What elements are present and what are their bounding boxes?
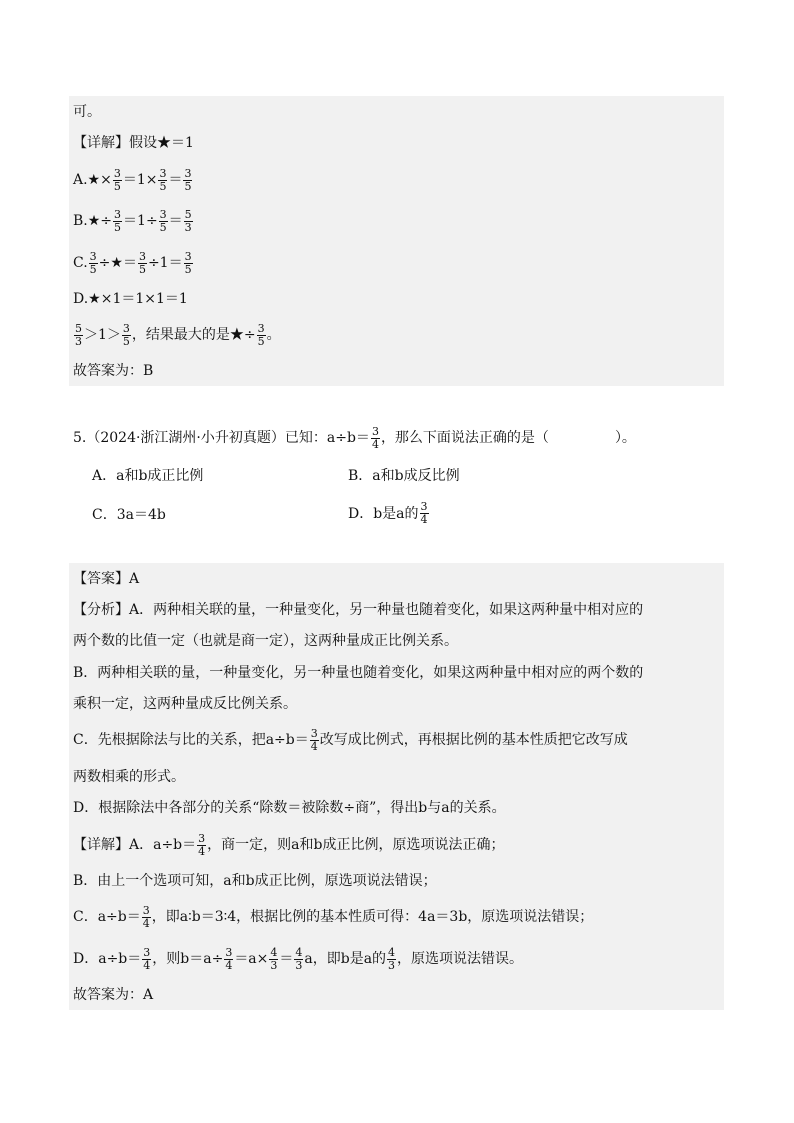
detail-d xyxy=(73,944,722,974)
fraction: $\frac{3}{5}$ xyxy=(138,249,146,276)
equation-a xyxy=(73,165,722,195)
analysis-a-1 xyxy=(73,600,722,620)
text: 【答案】A xyxy=(73,571,140,587)
option-d xyxy=(348,498,430,528)
analysis-a-2 xyxy=(73,631,722,651)
text: ＝ xyxy=(279,951,294,967)
text: ＞1＞ xyxy=(84,327,121,343)
text: a，即b是a的 xyxy=(304,951,387,967)
text: A.★× xyxy=(73,172,112,188)
text: C. xyxy=(73,255,88,271)
text: B．由上一个选项可知，a和b成正比例，原选项说法错误； xyxy=(73,873,437,889)
text: ＝a× xyxy=(234,951,269,967)
fraction: $\frac{3}{5}$ xyxy=(113,166,121,193)
fraction: $\frac{3}{4}$ xyxy=(310,726,318,753)
text-line xyxy=(73,133,722,153)
question-title xyxy=(73,423,722,453)
text: ，结果最大的是★÷ xyxy=(131,327,256,343)
fraction: $\frac{5}{3}$ xyxy=(75,321,82,348)
analysis-b-2 xyxy=(73,694,722,714)
text: 故答案为：B xyxy=(73,363,154,379)
option-c xyxy=(92,504,166,524)
fraction: $\frac{3}{4}$ xyxy=(420,499,428,526)
comparison-line xyxy=(73,320,722,350)
text: ，即a∶b＝3∶4，根据比例的基本性质可得：4a＝3b，原选项说法错误； xyxy=(151,909,594,925)
analysis-b-1 xyxy=(73,663,722,683)
text: A．a和b成正比例 xyxy=(92,468,204,484)
text: ，则b＝a÷ xyxy=(152,951,224,967)
fraction: $\frac{3}{4}$ xyxy=(371,424,379,451)
answer-line xyxy=(73,361,722,381)
text: 【分析】A．两种相关联的量，一种量变化，另一种量也随着变化，如果这两种量中相对应的 xyxy=(73,602,644,618)
text: B．两种相关联的量，一种量变化，另一种量也随着变化，如果这两种量中相对应的两个数的 xyxy=(73,665,644,681)
fraction: $\frac{4}{3}$ xyxy=(270,945,278,972)
equation-c xyxy=(73,248,722,278)
text: 乘积一定，这两种量成反比例关系。 xyxy=(73,696,297,712)
text: 故答案为：A xyxy=(73,987,154,1003)
fraction: $\frac{5}{3}$ xyxy=(184,207,192,234)
analysis-c-2 xyxy=(73,767,722,787)
text: C．先根据除法与比的关系，把a÷b＝ xyxy=(73,732,309,748)
fraction: $\frac{3}{5}$ xyxy=(257,321,265,348)
detail-b xyxy=(73,871,722,891)
text: 可。 xyxy=(73,104,101,120)
text-line xyxy=(73,102,722,122)
text: 【详解】假设★＝1 xyxy=(73,135,194,151)
text: 5.（2024·浙江湖州·小升初真题）已知：a÷b＝ xyxy=(73,430,370,446)
text: D．根据除法中各部分的关系“除数＝被除数÷商”，得出b与a的关系。 xyxy=(73,800,506,816)
text: ＝ xyxy=(168,213,183,229)
fraction: $\frac{3}{4}$ xyxy=(225,945,233,972)
text: D．b是a的 xyxy=(348,506,419,522)
final-answer xyxy=(73,985,722,1005)
text: ＝ xyxy=(168,172,183,188)
text: B.★÷ xyxy=(73,213,113,229)
text: ，商一定，则a和b成正比例，原选项说法正确； xyxy=(207,837,505,853)
analysis-d xyxy=(73,798,722,818)
text: C．a÷b＝ xyxy=(73,909,141,925)
fraction: $\frac{3}{5}$ xyxy=(184,166,192,193)
option-b xyxy=(348,465,460,485)
analysis-c-1 xyxy=(73,725,722,755)
text: C．3a＝4b xyxy=(92,507,166,523)
text: D.★×1＝1×1＝1 xyxy=(73,291,188,307)
fraction: $\frac{4}{3}$ xyxy=(295,945,303,972)
fraction: $\frac{3}{4}$ xyxy=(198,831,206,858)
fraction: $\frac{3}{4}$ xyxy=(142,903,150,930)
text: 。 xyxy=(266,327,281,343)
text: ＝1× xyxy=(122,172,158,188)
text: ÷1＝ xyxy=(147,255,183,271)
fraction: $\frac{3}{5}$ xyxy=(159,166,167,193)
detail-a xyxy=(73,830,722,860)
fraction: $\frac{3}{5}$ xyxy=(184,249,192,276)
text: B．a和b成反比例 xyxy=(348,468,460,484)
fraction: $\frac{3}{5}$ xyxy=(89,249,97,276)
text: ，原选项说法错误。 xyxy=(397,951,524,967)
text: ＝1÷ xyxy=(123,213,158,229)
text: ，那么下面说法正确的是（ xyxy=(380,430,549,446)
equation-b xyxy=(73,206,722,236)
equation-d xyxy=(73,289,722,309)
answer-label xyxy=(73,569,722,589)
fraction: $\frac{3}{5}$ xyxy=(122,321,130,348)
text: ）。 xyxy=(614,430,636,446)
text: 【详解】A．a÷b＝ xyxy=(73,837,197,853)
fraction: $\frac{3}{5}$ xyxy=(159,207,167,234)
text: 两数相乘的形式。 xyxy=(73,769,185,785)
text: D．a÷b＝ xyxy=(73,951,142,967)
detail-c xyxy=(73,902,722,932)
fraction: $\frac{3}{5}$ xyxy=(114,207,122,234)
fraction: $\frac{4}{3}$ xyxy=(388,945,396,972)
option-a xyxy=(92,465,203,485)
text: 两个数的比值一定（也就是商一定），这两种量成正比例关系。 xyxy=(73,633,458,649)
text: 改写成比例式，再根据比例的基本性质把它改写成 xyxy=(319,732,628,748)
fraction: $\frac{3}{4}$ xyxy=(143,945,151,972)
text: ÷★＝ xyxy=(98,255,137,271)
